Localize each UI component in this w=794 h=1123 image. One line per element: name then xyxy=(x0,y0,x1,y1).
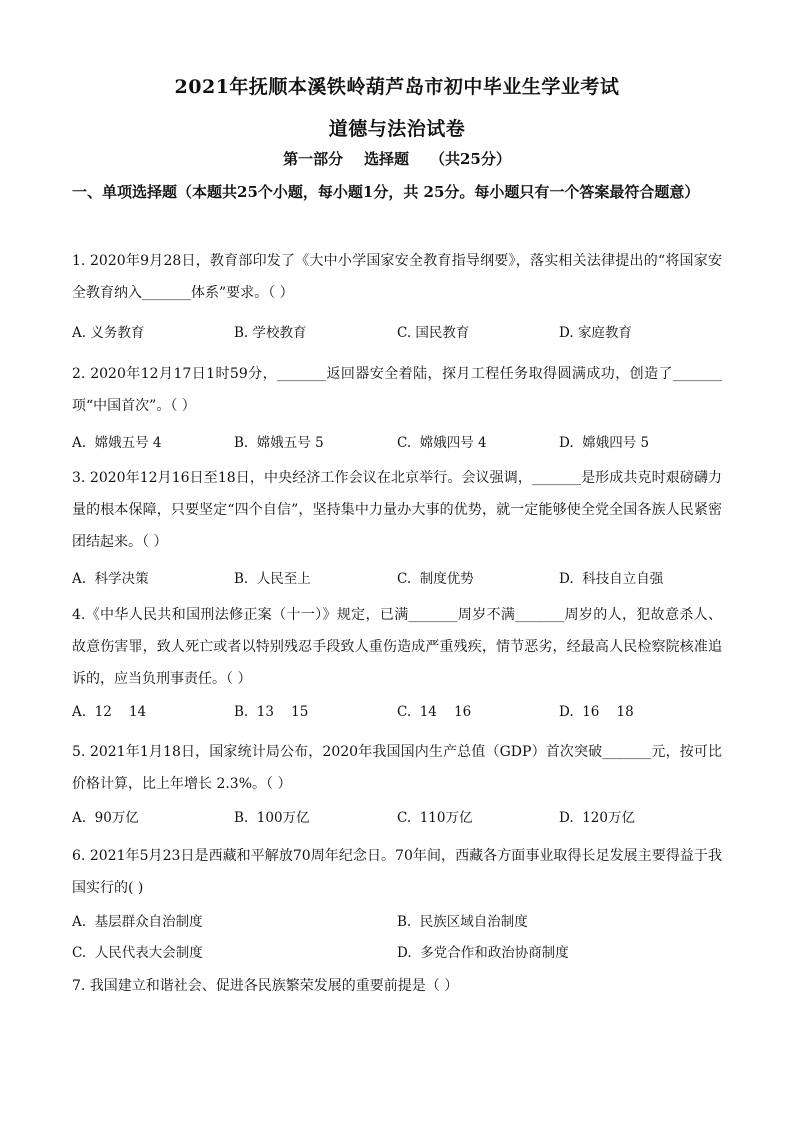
option-c: C. 14 16 xyxy=(397,704,472,720)
option-b: B. 学校教育 xyxy=(234,325,307,341)
exam-subtitle: 道德与法治试卷 xyxy=(328,118,466,140)
option-c: C. 嫦娥四号 4 xyxy=(397,435,487,451)
option-c: C. 制度优势 xyxy=(397,571,474,587)
option-a: A. 90万亿 xyxy=(72,810,139,826)
option-a: A. 12 14 xyxy=(72,704,147,720)
question-5: 5. 2021年1月18日，国家统计局公布，2020年我国国内生产总值（GDP）首次突破_______元，按可比价格计算，比上年增长 2.3%。（ ） xyxy=(72,744,722,792)
option-b: B. 100万亿 xyxy=(234,810,310,826)
option-c: C. 国民教育 xyxy=(397,325,470,341)
options-4 xyxy=(72,704,722,728)
option-a: A. 嫦娥五号 4 xyxy=(72,435,162,451)
option-d: D. 家庭教育 xyxy=(559,325,632,341)
option-c: C. 人民代表大会制度 xyxy=(72,945,203,961)
options-1 xyxy=(72,321,722,345)
question-2: 2. 2020年12月17日1时59分，_______返回器安全着陆，探月工程任务取得圆满成功，创造了_______项“中国首次”。（ ） xyxy=(72,366,722,414)
options-3 xyxy=(72,567,722,591)
option-d: D. 嫦娥四号 5 xyxy=(559,435,650,451)
option-b: B. 嫦娥五号 5 xyxy=(234,435,324,451)
option-d: D. 120万亿 xyxy=(559,810,635,826)
exam-title: 2021年抚顺本溪铁岭葫芦岛市初中毕业生学业考试 xyxy=(174,76,620,98)
option-d: D. 科技自立自强 xyxy=(559,571,664,587)
option-a: A. 科学决策 xyxy=(72,571,149,587)
option-d: D. 多党合作和政治协商制度 xyxy=(397,945,569,961)
options-6-row1 xyxy=(72,910,722,934)
option-d: D. 16 18 xyxy=(559,704,634,720)
question-3: 3. 2020年12月16日至18日，中央经济工作会议在北京举行。会议强调，_______是形成共克时艰磅礴力量的根本保障，只要坚定“四个自信”，坚持集中力量办大事的优势，就一定能够使全党全国各族人民紧密团结起来。（ ） xyxy=(72,470,722,550)
option-b: B. 民族区域自治制度 xyxy=(397,914,528,930)
part-heading: 第一部分 选择题 （共25分） xyxy=(283,150,511,168)
option-a: A. 义务教育 xyxy=(72,325,145,341)
options-5 xyxy=(72,806,722,830)
option-b: B. 13 15 xyxy=(234,704,309,720)
question-4: 4.《中华人民共和国刑法修正案（十一）》规定，已满_______周岁不满_______周岁的人，犯故意杀人、故意伤害罪，致人死亡或者以特别残忍手段致人重伤造成严重残疾，情节恶劣，经最高人民检察院核准追诉的，应当负刑事责任。（ ） xyxy=(72,607,722,687)
section-instructions: 一、单项选择题（本题共25个小题，每小题1分，共 25分。每小题只有一个答案最符合题意） xyxy=(72,183,700,201)
question-7: 7. 我国建立和谐社会、促进各民族繁荣发展的重要前提是（ ） xyxy=(72,978,459,994)
option-c: C. 110万亿 xyxy=(397,810,473,826)
question-6: 6. 2021年5月23日是西藏和平解放70周年纪念日。70年间，西藏各方面事业取得长足发展主要得益于我国实行的( ) xyxy=(72,848,722,896)
option-a: A. 基层群众自治制度 xyxy=(72,914,203,930)
options-6-row2 xyxy=(72,941,722,965)
options-2 xyxy=(72,431,722,455)
option-b: B. 人民至上 xyxy=(234,571,311,587)
question-1: 1. 2020年9月28日，教育部印发了《大中小学国家安全教育指导纲要》，落实相关法律提出的“将国家安全教育纳入_______体系”要求。（ ） xyxy=(72,253,722,301)
